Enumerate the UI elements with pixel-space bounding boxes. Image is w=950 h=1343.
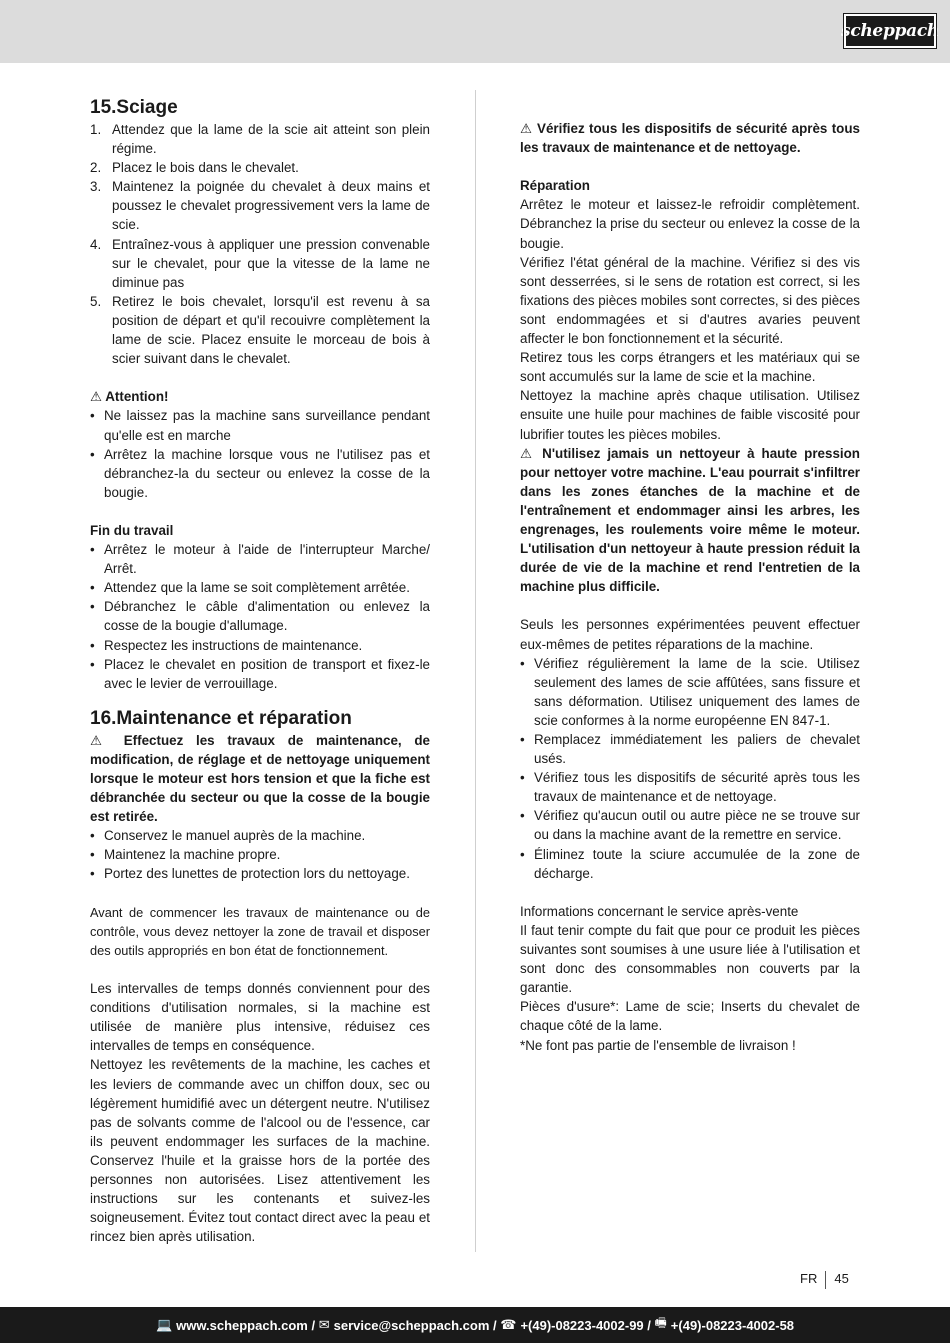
list-item: • Conservez le manuel auprès de la machine. (90, 828, 366, 844)
website-link[interactable]: www.scheppach.com / (176, 1317, 316, 1333)
language-code: FR (800, 1271, 818, 1286)
list-item: 4. Entraînez-vous à appliquer une pression convenable sur le chevalet, pour que la vitesse de la lame ne diminue pas (90, 236, 430, 290)
list-item: • Placez le chevalet en position de transport et fixez-le avec le levier de verrouillage. (90, 656, 430, 691)
email-link[interactable]: service@scheppach.com / (333, 1317, 497, 1333)
right-column (520, 119, 860, 1055)
paragraph: Avant de commencer les travaux de maintenance ou de contrôle, vous devez nettoyer la zone de travail et disposer des outils appropriés en bon état de fonctionnement. (90, 904, 430, 958)
paragraph: Les intervalles de temps donnés conviennent pour des conditions d'utilisation normales, si la machine est utilisée de manière plus intensive, réduisez ces intervalles de temps en conséquence. (90, 981, 430, 1054)
list-item: • Débranchez le câble d'alimentation ou enlevez la cosse de la bougie d'allumage. (90, 599, 430, 634)
list-item: • Éliminez toute la sciure accumulée de la zone de décharge. (520, 846, 860, 881)
list-item: • Ne laissez pas la machine sans surveillance pendant qu'elle est en marche (90, 408, 430, 443)
attention-list (90, 406, 430, 501)
list-item: • Vérifiez régulièrement la lame de la scie. Utilisez seulement des lames de scie affûtées, sans fissure et sans déformation. Utilisez uniquement des lames de scie conformes à la norme européenne EN 847-1. (520, 655, 860, 728)
page-num: 45 (834, 1271, 849, 1286)
list-item: 5. Retirez le bois chevalet, lorsqu'il est revenu à sa position de départ et qu'il recouivre complètement la lame de scie. Placez ensuite le morceau de bois à scier suivant dans le chevalet. (90, 293, 430, 367)
paragraph: Il faut tenir compte du fait que pour ce produit les pièces suivantes sont soumises à une usure liée à l'utilisation et sont donc des consommables non couverts par la garantie. (520, 922, 860, 996)
list-item: 1. Attendez que la lame de la scie ait atteint son plein régime. (90, 122, 430, 157)
attention-heading: ⚠ Attention! (90, 389, 169, 405)
list-item: • Vérifiez qu'aucun outil ou autre pièce ne se trouve sur ou dans la machine avant de la remettre en service. (520, 808, 860, 843)
pressure-washer-warning: ⚠ N'utilisez jamais un nettoyeur à haute pression pour nettoyer votre machine. L'eau pourrait s'infiltrer dans les zones étanches de la machine et de l'entraînement et endommager ainsi les arbres, les engrenages, les roulements voire même le moteur. L'utilisation d'un nettoyeur à haute pression réduit la durée de vie de la machine et rend l'entretien de la machine plus difficile. (520, 445, 860, 595)
repair-list (520, 654, 860, 883)
paragraph: Seuls les personnes expérimentées peuvent effectuer eux-mêmes de petites réparations de la machine. (520, 617, 860, 652)
contact-bar (0, 1307, 950, 1343)
list-item: • Respectez les instructions de maintenance. (90, 637, 363, 653)
paragraph: Pièces d'usure*: Lame de scie; Inserts du chevalet de chaque côté de la lame. (520, 999, 860, 1034)
list-item: • Arrêtez la machine lorsque vous ne l'utilisez pas et débranchez-la du secteur ou enlevez la cosse de la bougie. (90, 446, 430, 500)
paragraph: Nettoyez la machine après chaque utilisation. Utilisez ensuite une huile pour machines de faible viscosité pour lubrifier toutes les pièces mobiles. (520, 388, 860, 442)
page-number (800, 1270, 849, 1289)
list-item: • Maintenez la machine propre. (90, 847, 281, 863)
fax-number: +(49)-08223-4002-58 (670, 1317, 795, 1333)
paragraph: *Ne font pas partie de l'ensemble de livraison ! (520, 1037, 796, 1053)
email-icon: ✉ (318, 1317, 330, 1332)
end-of-work-list (90, 540, 430, 693)
warning-icon: ⚠ (90, 389, 103, 405)
list-item: • Arrêtez le moteur à l'aide de l'interrupteur Marche/ Arrêt. (90, 542, 430, 577)
phone-icon: ☎ (500, 1317, 517, 1332)
column-divider (475, 90, 476, 1252)
scheppach-logo: scheppach (844, 14, 936, 48)
left-column (90, 96, 430, 1246)
paragraph: Vérifiez l'état général de la machine. Vérifiez si des vis sont desserrées, si le sens de rotation est correct, si les fixations des pièces mobiles sont correctes, si des pièces sont endommagées et si d'autres avaries peuvent affecter le bon fonctionnement et la sécurité. (520, 254, 860, 347)
service-heading: Informations concernant le service après-vente (520, 903, 799, 919)
paragraph: Nettoyez les revêtements de la machine, les caches et les leviers de commande avec un chiffon doux, sec ou légèrement humidifié avec un détergent neutre. N'utilisez pas de solvants comme de l'alcool ou de l'essence, car ils peuvent endommager les surfaces de la machine. Conservez l'huile et la graisse hors de la portée des personnes non autorisées. Lisez attentivement les instructions sur les contenants et suivez-les soigneusement. Évitez tout contact direct avec la peau et rincez bien après utilisation. (90, 1057, 430, 1245)
warning-icon: ⚠ (520, 121, 533, 136)
sawing-steps (90, 120, 430, 368)
end-of-work-heading: Fin du travail (90, 522, 174, 538)
computer-icon: 💻 (155, 1317, 173, 1332)
phone-number: +(49)-08223-4002-99 / (520, 1317, 651, 1333)
list-item: • Attendez que la lame se soit complètement arrêtée. (90, 580, 410, 596)
maintenance-warning: ⚠ Effectuez les travaux de maintenance, de modification, de réglage et de nettoyage uniquement lorsque le moteur est hors tension et que la fiche est débranchée du secteur ou que la cosse de la bougie est retirée. (90, 732, 430, 825)
list-item: • Vérifiez tous les dispositifs de sécurité après tous les travaux de maintenance et de nettoyage. (520, 770, 860, 805)
warning-icon: ⚠ (520, 445, 536, 461)
paragraph: Retirez tous les corps étrangers et les matériaux qui se sont accumulés sur la lame de scie et la machine. (520, 350, 860, 385)
warning-icon: ⚠ (90, 732, 112, 748)
paragraph: Arrêtez le moteur et laissez-le refroidir complètement. Débranchez la prise du secteur ou enlevez la cosse de la bougie. (520, 197, 860, 251)
safety-check-warning: ⚠ Vérifiez tous les dispositifs de sécurité après tous les travaux de maintenance et de nettoyage. (520, 121, 860, 156)
section-16-title: 16.Maintenance et réparation (90, 707, 352, 729)
maintenance-list (90, 826, 430, 883)
repair-heading: Réparation (520, 178, 590, 194)
header-bar (0, 0, 950, 63)
list-item: • Portez des lunettes de protection lors du nettoyage. (90, 866, 410, 882)
fax-icon: 🖷 (654, 1315, 667, 1330)
list-item: 2. Placez le bois dans le chevalet. (90, 160, 299, 176)
list-item: 3. Maintenez la poignée du chevalet à deux mains et poussez le chevalet progressivement vers la lame de scie. (90, 179, 430, 233)
list-item: • Remplacez immédiatement les paliers de chevalet usés. (520, 732, 860, 767)
section-15-title: 15.Sciage (90, 97, 178, 118)
